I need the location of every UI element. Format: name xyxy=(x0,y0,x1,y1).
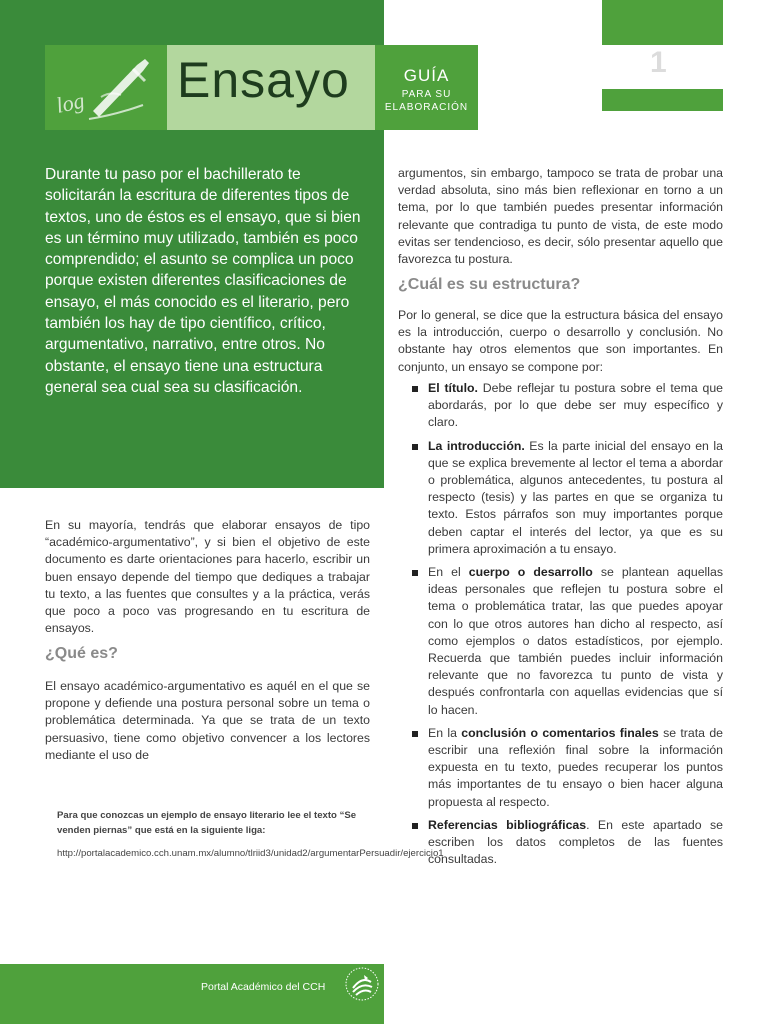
heading-estructura: ¿Cuál es su estructura? xyxy=(398,276,581,293)
logo-script: log xyxy=(53,87,87,118)
left-paragraph-1: En su mayoría, tendrás que elaborar ensayos de tipo “académico-argumentativo”, y si bien el objetivo de este documento es darte orientaciones para hacerlo, escribir un buen ensayo depende del tiempo que dediques a trabajar tu texto, a las fuentes que consultes y a la práctica, verás que poco a poco vas progresando en tu escritura de ensayos. xyxy=(45,518,370,636)
left-paragraph-2: El ensayo académico-argumentativo es aquél en el que se propone y defiende una postura personal sobre un tema o problemática determinada. Ya que se trata de un texto persuasivo, tiene como objetivo convencer a los lectores mediante el uso de xyxy=(45,679,370,762)
guia-subtitle xyxy=(375,88,478,114)
right-paragraph-1: argumentos, sin embargo, tampoco se trata de probar una verdad absoluta, sino más bien reflexionar en torno a un tema, por lo que también puedes presentar información relevante que contradiga tu punto de vista, de este modo evitas ser tendencioso, es decir, sólo presentar aquello que favorezca tu postura. xyxy=(398,166,723,267)
example-note xyxy=(57,808,444,861)
logo-box xyxy=(45,45,167,130)
example-link[interactable]: http://portalacademico.cch.unam.mx/alumno/tlriid3/unidad2/argumentarPersuadir/ejercicio1 xyxy=(57,848,444,859)
bullet-square-icon xyxy=(412,444,418,450)
cch-seal-icon xyxy=(344,966,380,1002)
bullet-square-icon xyxy=(412,731,418,737)
guia-title: GUÍA xyxy=(403,66,450,85)
title-box xyxy=(167,45,375,130)
page-title: Ensayo xyxy=(177,52,350,108)
decor-bar-bottom xyxy=(602,89,723,111)
right-paragraph-2: Por lo general, se dice que la estructura básica del ensayo es la introducción, cuerpo o desarrollo y conclusión. No obstante hay otros elementos que son importantes. En conjunto, un ensayo se compone por: xyxy=(398,308,723,374)
title-banner xyxy=(45,45,478,130)
list-item-referencias: Referencias bibliográficas. En este apartado se escriben los datos completos de las fuentes consultadas. xyxy=(412,817,723,869)
guia-subtitle-line2: ELABORACIÓN xyxy=(384,102,469,113)
bullet-square-icon xyxy=(412,386,418,392)
intro-paragraph: Durante tu paso por el bachillerato te solicitarán la escritura de diferentes tipos de textos, uno de éstos es el ensayo, que si bien es un término muy utilizado, también es poco comprendido; el asunto se complica un poco porque existen diferentes clasificaciones de ensayo, el más conocido es el literario, pero también los hay de tipo científico, crítico, argumentativo, narrativo, entre otros. No obstante, el ensayo tiene una estructura general sea cual sea su clasificación. xyxy=(45,166,361,396)
heading-que-es: ¿Qué es? xyxy=(45,645,118,662)
pen-logo-icon xyxy=(45,45,167,130)
decor-bar-top xyxy=(602,0,723,45)
list-item-desarrollo: En el cuerpo o desarrollo se plantean aquellas ideas personales que reflejen tu postura sobre el tema o problemática tratar, las que puedes apoyar con lo que otros autores han dicho al respecto, así como ejemplos o datos estadísticos, por ejemplo. Recuerda que también puedes incluir información relevante que no favorezca tu punto de vista y después confrontarla con aquellas evidencias que sí lo hacen. xyxy=(412,564,723,719)
list-item-conclusion: En la conclusión o comentarios finales se trata de escribir una reflexión final sobre la información expuesta en tu texto, puedes recuperar los puntos más importantes de tu ensayo o bien hacer alguna propuesta al respecto. xyxy=(412,725,723,811)
structure-list xyxy=(412,380,723,874)
list-item-introduccion: La introducción. Es la parte inicial del ensayo en la que se explica brevemente al lector el tema a abordar o problemática, algunos antecedentes, tu postura al respecto (tesis) y las partes en que se organiza tu texto. Estos párrafos son muy importantes porque deben captar el interés del lector, ya que es su primera aproximación a tu ensayo. xyxy=(412,438,723,558)
guia-box xyxy=(375,45,478,130)
guia-subtitle-line1: PARA SU xyxy=(401,89,452,100)
bullet-square-icon xyxy=(412,823,418,829)
footer-bar xyxy=(0,964,384,1024)
page-number: 1 xyxy=(650,46,667,79)
bullet-square-icon xyxy=(412,570,418,576)
list-item-titulo: El título. Debe reflejar tu postura sobre el tema que abordarás, por lo que debe ser muy específico y claro. xyxy=(412,380,723,432)
footer-text: Portal Académico del CCH xyxy=(201,981,326,993)
note-text: Para que conozcas un ejemplo de ensayo literario lee el texto “Se venden piernas” que está en la siguiente liga: xyxy=(57,810,357,836)
